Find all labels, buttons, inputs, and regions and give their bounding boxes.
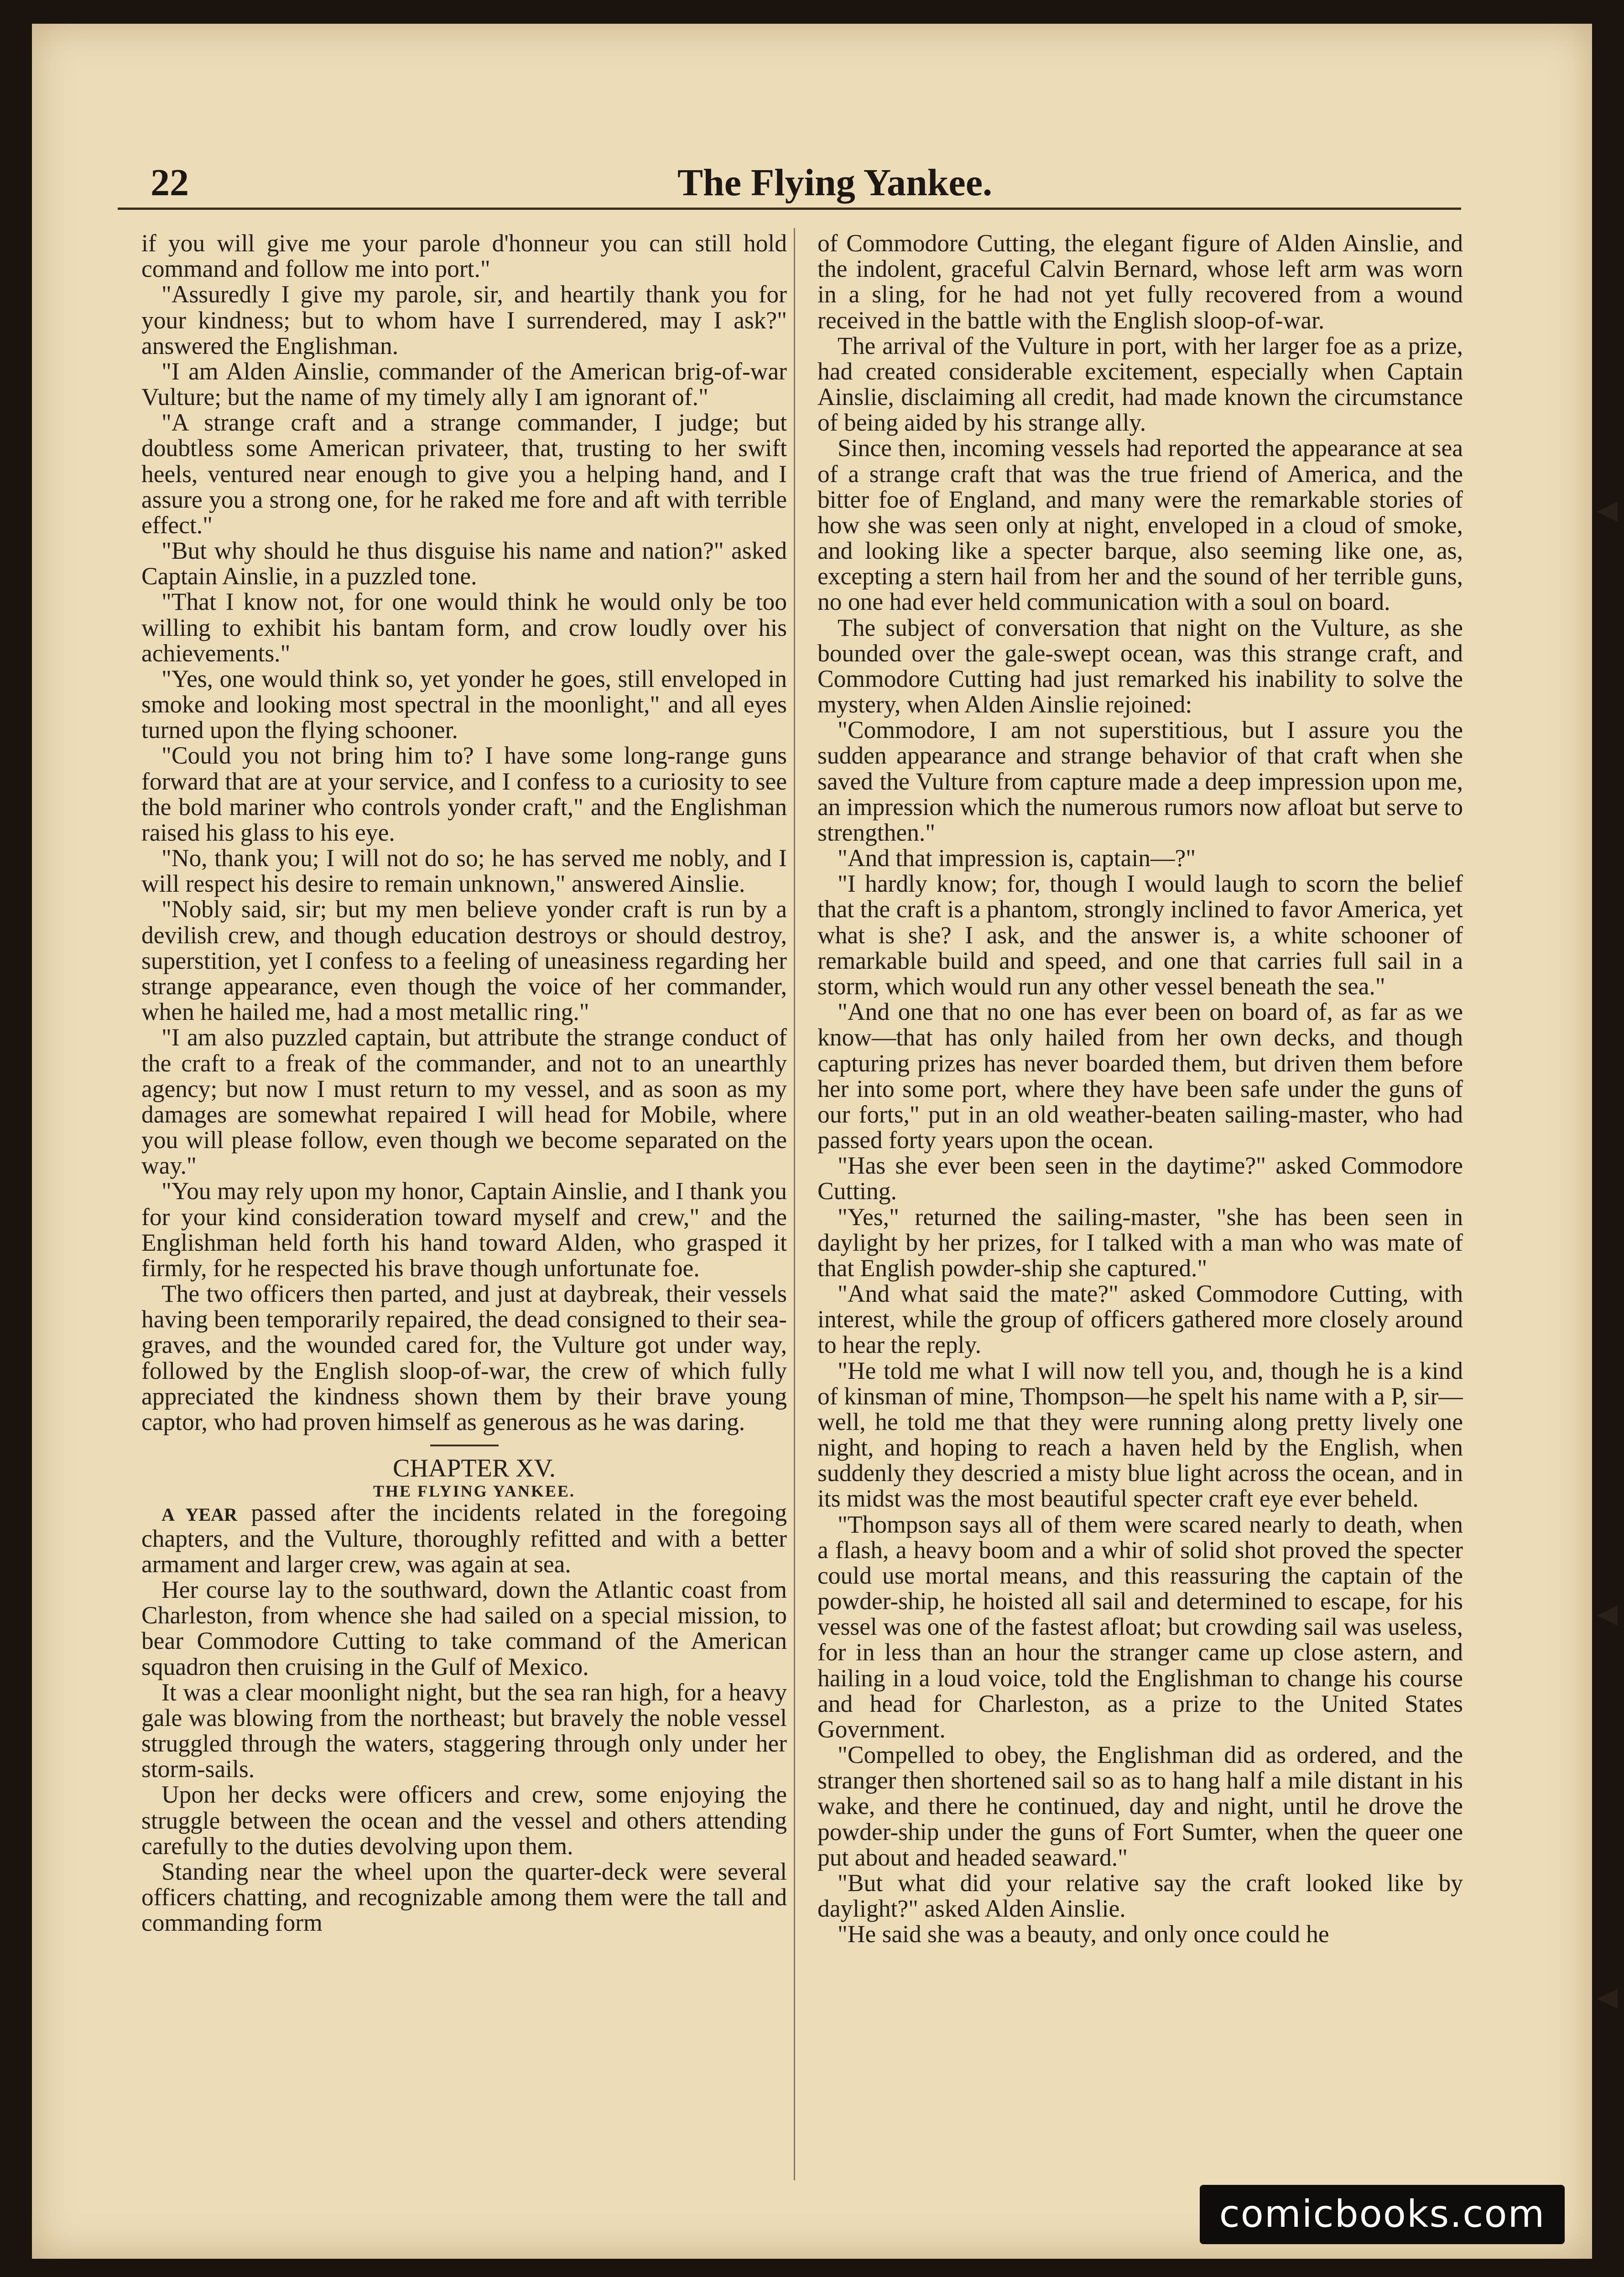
paragraph: The subject of conversation that night on the Vulture, as she bounded over the gale-swept ocean, was this strange craft, and Commodore Cutting had just remarked his inability to solve the mystery, when Alden Ainslie rejoined: xyxy=(817,613,1463,718)
paragraph: Standing near the wheel upon the quarter-deck were several officers chatting, and recognizable among them were the tall and commanding form xyxy=(141,1857,787,1937)
paragraph: "That I know not, for one would think he would only be too willing to exhibit his bantam form, and crow loudly over his achievements." xyxy=(141,588,787,667)
binding-pin-icon xyxy=(1597,1989,1618,2009)
paragraph: "Could you not bring him to? I have some long-range guns forward that are at your service, and I confess to a curiosity to see the bold mariner who controls yonder craft," and the Englishman raised his glass to his eye. xyxy=(141,742,787,846)
running-title: The Flying Yankee. xyxy=(677,161,992,204)
paragraph: "Assuredly I give my parole, sir, and heartily thank you for your kindness; but to whom have I surrendered, may I ask?" answered the Englishman. xyxy=(141,281,787,359)
paragraph: Since then, incoming vessels had reported the appearance at sea of a strange craft that was the true friend of America, and the bitter foe of England, and many were the remarkable stories of how she was seen only at night, enveloped in a cloud of smoke, and looking like a specter barque, also seeming like one, as, excepting a stern hail from her and the sound of her terrible guns, no one had ever held communication with a soul on board. xyxy=(817,434,1463,616)
paragraph: Upon her decks were officers and crew, some enjoying the struggle between the ocean and the vessel and others attending carefully to the duties devolving upon them. xyxy=(141,1781,787,1860)
binding-pin-icon xyxy=(1597,502,1618,522)
paragraph: "A strange craft and a strange commander, I judge; but doubtless some American privateer, that, trusting to her swift heels, ventured near enough to give you a helping hand, and I assure you a strong one, for he raked me fore and aft with terrible effect." xyxy=(141,409,787,539)
chapter-subtitle: THE FLYING YANKEE. xyxy=(373,1482,576,1500)
paragraph: "And one that no one has ever been on board of, as far as we know—that has only hailed from her own decks, and though capturing prizes has never boarded them, but driven them before her into some port, where they have been safe under the guns of our forts," put in an old weather-beaten sailing-master, who had passed forty years upon the ocean. xyxy=(817,998,1463,1154)
paragraph-text: passed after the incidents related in the foregoing chapters, and the Vulture, thoroughly refitted and with a better armament and larger crew, was again at sea. xyxy=(141,1499,787,1578)
chapter-opening-paragraph xyxy=(141,1500,787,1577)
paragraph: "You may rely upon my honor, Captain Ainslie, and I thank you for your kind consideration toward myself and crew," and the Englishman held forth his hand toward Alden, who grasped it firmly, for he respected his brave though unfortunate foe. xyxy=(141,1177,787,1282)
paragraph: Her course lay to the southward, down the Atlantic coast from Charleston, from whence she had sailed on a special mission, to bear Commodore Cutting to take command of the American squadron then cruising in the Gulf of Mexico. xyxy=(141,1575,787,1680)
paragraph: "But why should he thus disguise his name and nation?" asked Captain Ainslie, in a puzzled tone. xyxy=(141,537,787,590)
watermark-logo: comicbooks.com xyxy=(1200,2185,1565,2244)
paragraph: "I am also puzzled captain, but attribute the strange conduct of the craft to a freak of the commander, and not to an unearthly agency; but now I must return to my vessel, and as soon as my damages are somewhat repaired I will head for Mobile, where you will please follow, even though we become separated on the way." xyxy=(141,1024,787,1180)
paragraph: "I am Alden Ainslie, commander of the American brig-of-war Vulture; but the name of my timely ally I am ignorant of." xyxy=(141,357,787,411)
paragraph: "Has she ever been seen in the daytime?" asked Commodore Cutting. xyxy=(817,1152,1463,1205)
paragraph: It was a clear moonlight night, but the sea ran high, for a heavy gale was blowing from the northeast; but bravely the noble vessel struggled through the waters, staggering through only under her storm-sails. xyxy=(141,1678,787,1783)
left-column xyxy=(141,230,787,2187)
paragraph: "Thompson says all of them were scared nearly to death, when a flash, a heavy boom and a whir of solid shot proved the specter could use mortal means, and this reassuring the captain of the powder-ship, he hoisted all sail and determined to escape, for his vessel was one of the fastest afloat; but crowding sail was useless, for in less than an hour the stranger came up close astern, and hailing in a loud voice, told the Englishman to change his course and head for Charleston, as a prize to the United States Government. xyxy=(817,1510,1463,1743)
paragraph: "And what said the mate?" asked Commodore Cutting, with interest, while the group of officers gathered more closely around to hear the reply. xyxy=(817,1280,1463,1359)
paragraph: "He told me what I will now tell you, and, though he is a kind of kinsman of mine, Thompson—he spelt his name with a P, sir—well, he told me that they were running along pretty lively one night, and hoping to reach a haven held by the English, when suddenly they descried a misty blue light across the ocean, and in its midst was the most beautiful specter craft eye ever beheld. xyxy=(817,1357,1463,1513)
paragraph: "But what did your relative say the craft looked like by daylight?" asked Alden Ainslie. xyxy=(817,1869,1463,1923)
paragraph: "Compelled to obey, the Englishman did as ordered, and the stranger then shortened sail so as to hang half a mile distant in his wake, and there he continued, day and night, until he drove the powder-ship under the guns of Fort Sumter, when the queer one put about and headed seaward." xyxy=(817,1741,1463,1871)
section-separator xyxy=(430,1445,499,1446)
paragraph: "He said she was a beauty, and only once could he xyxy=(838,1920,1329,1948)
paragraph: if you will give me your parole d'honneur you can still hold command and follow me into port." xyxy=(141,230,787,283)
paragraph: "No, thank you; I will not do so; he has served me nobly, and I will respect his desire to remain unknown," answered Ainslie. xyxy=(141,844,787,898)
page-number: 22 xyxy=(151,161,189,204)
paragraph: The two officers then parted, and just at daybreak, their vessels having been temporarily repaired, the dead consigned to their sea-graves, and the wounded cared for, the Vulture got under way, followed by the English sloop-of-war, the crew of which fully appreciated the kindness shown them by their brave young captor, who had proven himself as generous as he was daring. xyxy=(141,1280,787,1435)
paragraph: "I hardly know; for, though I would laugh to scorn the belief that the craft is a phantom, strongly inclined to favor America, yet what is she? I ask, and the answer is, a white schooner of remarkable build and speed, and one that carries full sail in a storm, which would run any other vessel beneath the sea." xyxy=(817,870,1463,1000)
paragraph: "Yes," returned the sailing-master, "she has been seen in daylight by her prizes, for I talked with a man who was mate of that English powder-ship she captured." xyxy=(817,1203,1463,1282)
chapter-title: CHAPTER XV. xyxy=(393,1454,556,1483)
right-column xyxy=(817,230,1463,2187)
header-rule xyxy=(118,208,1461,210)
drop-lead: A YEAR xyxy=(161,1504,237,1525)
paragraph: "And that impression is, captain—?" xyxy=(838,844,1196,872)
paragraph: of Commodore Cutting, the elegant figure of Alden Ainslie, and the indolent, graceful Calvin Bernard, whose left arm was worn in a sling, for he had not yet fully recovered from a wound received in the battle with the English sloop-of-war. xyxy=(817,230,1463,334)
paragraph: The arrival of the Vulture in port, with her larger foe as a prize, had created considerable excitement, especially when Captain Ainslie, disclaiming all credit, had made known the circumstance of being aided by his strange ally. xyxy=(817,332,1463,437)
column-divider xyxy=(794,228,795,2180)
paragraph: "Commodore, I am not superstitious, but I assure you the sudden appearance and strange behavior of that craft when she saved the Vulture from capture made a deep impression upon me, an impression which the numerous rumors now afloat but serve to strengthen." xyxy=(817,716,1463,846)
binding-pin-icon xyxy=(1597,1606,1618,1626)
paragraph: "Yes, one would think so, yet yonder he goes, still enveloped in smoke and looking most spectral in the moonlight," and all eyes turned upon the flying schooner. xyxy=(141,665,787,744)
paragraph: "Nobly said, sir; but my men believe yonder craft is run by a devilish crew, and though education destroys or should destroy, superstition, yet I confess to a feeling of uneasiness regarding her strange appearance, even though the voice of her commander, when he hailed me, had a most metallic ring." xyxy=(141,895,787,1026)
